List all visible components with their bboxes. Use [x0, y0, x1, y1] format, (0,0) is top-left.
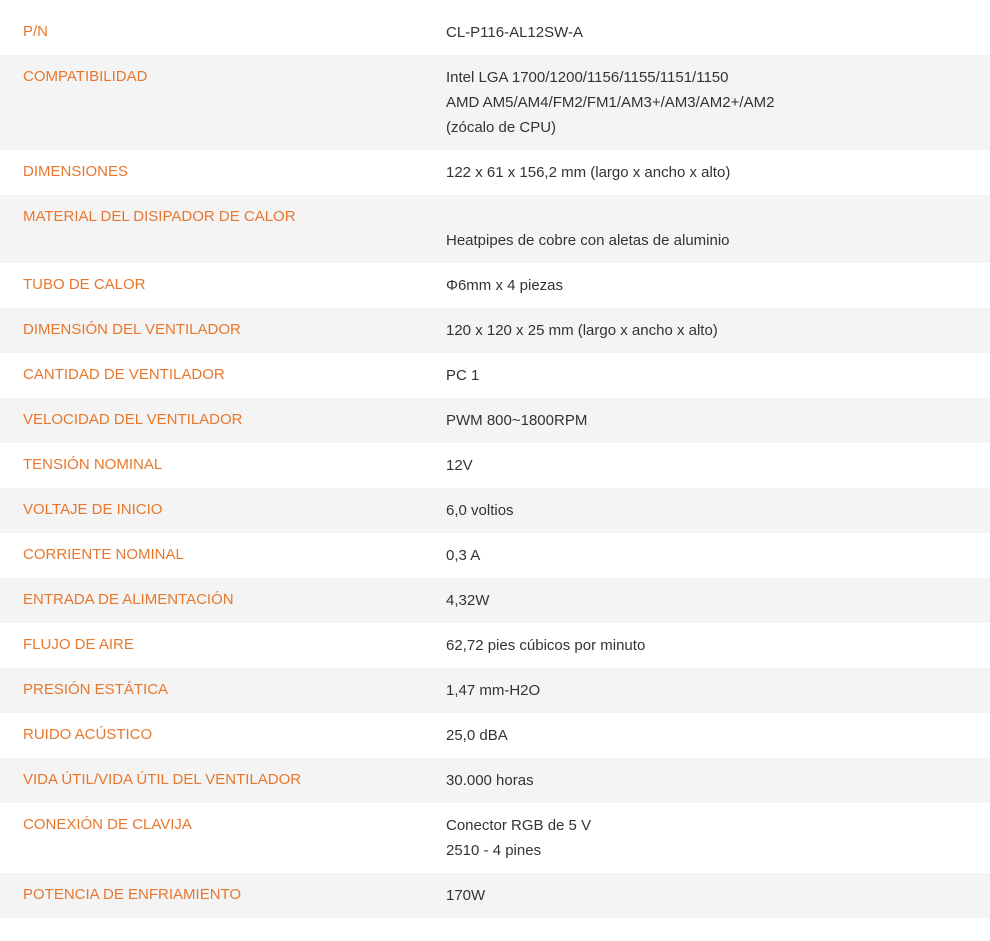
- spec-value-line: 62,72 pies cúbicos por minuto: [446, 636, 646, 654]
- spec-row-potencia-enfriamiento: [0, 873, 990, 918]
- spec-value-line: 1,47 mm-H2O: [446, 681, 541, 699]
- spec-row-material: [0, 195, 990, 263]
- spec-value-line: Heatpipes de cobre con aletas de aluminio: [446, 231, 730, 249]
- spec-value-line: PC 1: [446, 366, 480, 384]
- spec-row-dimensiones: [0, 150, 990, 195]
- spec-value: [446, 318, 990, 343]
- spec-label: CONEXIÓN DE CLAVIJA: [23, 816, 192, 833]
- spec-value-line: (zócalo de CPU): [446, 118, 557, 136]
- spec-value: [446, 678, 990, 703]
- spec-value: [446, 363, 990, 388]
- spec-value-line: AMD AM5/AM4/FM2/FM1/AM3+/AM3/AM2+/AM2: [446, 93, 775, 111]
- spec-value-line: 170W: [446, 886, 486, 904]
- spec-row-tension-nominal: [0, 443, 990, 488]
- spec-value-line: 120 x 120 x 25 mm (largo x ancho x alto): [446, 321, 718, 339]
- spec-row-vida-util: [0, 758, 990, 803]
- spec-value: [446, 768, 990, 793]
- spec-row-flujo-aire: [0, 623, 990, 668]
- spec-label: VIDA ÚTIL/VIDA ÚTIL DEL VENTILADOR: [23, 771, 302, 788]
- spec-value: [446, 453, 990, 478]
- spec-label: RUIDO ACÚSTICO: [23, 726, 153, 743]
- spec-value: [446, 205, 990, 253]
- spec-value-line: 12V: [446, 456, 473, 474]
- spec-label: DIMENSIONES: [23, 163, 129, 180]
- spec-row-dimension-ventilador: [0, 308, 990, 353]
- spec-label: CANTIDAD DE VENTILADOR: [23, 366, 225, 383]
- spec-row-cantidad-ventilador: [0, 353, 990, 398]
- spec-row-pn: [0, 10, 990, 55]
- spec-label: POTENCIA DE ENFRIAMIENTO: [23, 886, 242, 903]
- spec-value-line: PWM 800~1800RPM: [446, 411, 588, 429]
- spec-value: [446, 20, 990, 45]
- spec-value: [446, 273, 990, 298]
- spec-label: VELOCIDAD DEL VENTILADOR: [23, 411, 243, 428]
- spec-label: MATERIAL DEL DISIPADOR DE CALOR: [23, 208, 296, 225]
- spec-value-line: 2510 - 4 pines: [446, 841, 542, 859]
- spec-value-line: 0,3 A: [446, 546, 481, 564]
- spec-value-line: 6,0 voltios: [446, 501, 514, 519]
- spec-value-line: 4,32W: [446, 591, 490, 609]
- spec-row-voltaje-inicio: [0, 488, 990, 533]
- spec-label: ENTRADA DE ALIMENTACIÓN: [23, 591, 234, 608]
- spec-value: [446, 65, 990, 140]
- spec-value-line: Φ6mm x 4 piezas: [446, 276, 564, 294]
- spec-row-entrada-alimentacion: [0, 578, 990, 623]
- spec-label: TUBO DE CALOR: [23, 276, 146, 293]
- spec-label: COMPATIBILIDAD: [23, 68, 148, 85]
- spec-label: FLUJO DE AIRE: [23, 636, 134, 653]
- spec-value-line: Intel LGA 1700/1200/1156/1155/1151/1150: [446, 68, 729, 86]
- spec-value: [446, 633, 990, 658]
- spec-value-line: 25,0 dBA: [446, 726, 508, 744]
- spec-label: TENSIÓN NOMINAL: [23, 456, 163, 473]
- spec-value: [446, 813, 990, 863]
- spec-row-compatibilidad: [0, 55, 990, 150]
- spec-value-line: 122 x 61 x 156,2 mm (largo x ancho x alto): [446, 163, 731, 181]
- spec-label: CORRIENTE NOMINAL: [23, 546, 184, 563]
- spec-value-line: CL-P116-AL12SW-A: [446, 23, 584, 41]
- spec-row-presion-estatica: [0, 668, 990, 713]
- spec-value: [446, 408, 990, 433]
- spec-value: [446, 498, 990, 523]
- spec-row-tubo-de-calor: [0, 263, 990, 308]
- spec-row-ruido-acustico: [0, 713, 990, 758]
- spec-value: [446, 883, 990, 908]
- spec-value: [446, 543, 990, 568]
- spec-value: [446, 160, 990, 185]
- spec-value-line: Conector RGB de 5 V: [446, 816, 592, 834]
- spec-label: VOLTAJE DE INICIO: [23, 501, 163, 518]
- spec-value-line: 30.000 horas: [446, 771, 534, 789]
- spec-label: PRESIÓN ESTÁTICA: [23, 681, 169, 698]
- spec-row-velocidad-ventilador: [0, 398, 990, 443]
- spec-value: [446, 588, 990, 613]
- spec-value: [446, 723, 990, 748]
- spec-row-conexion-clavija: [0, 803, 990, 873]
- spec-row-corriente-nominal: [0, 533, 990, 578]
- spec-label: P/N: [23, 23, 49, 40]
- spec-label: DIMENSIÓN DEL VENTILADOR: [23, 321, 241, 338]
